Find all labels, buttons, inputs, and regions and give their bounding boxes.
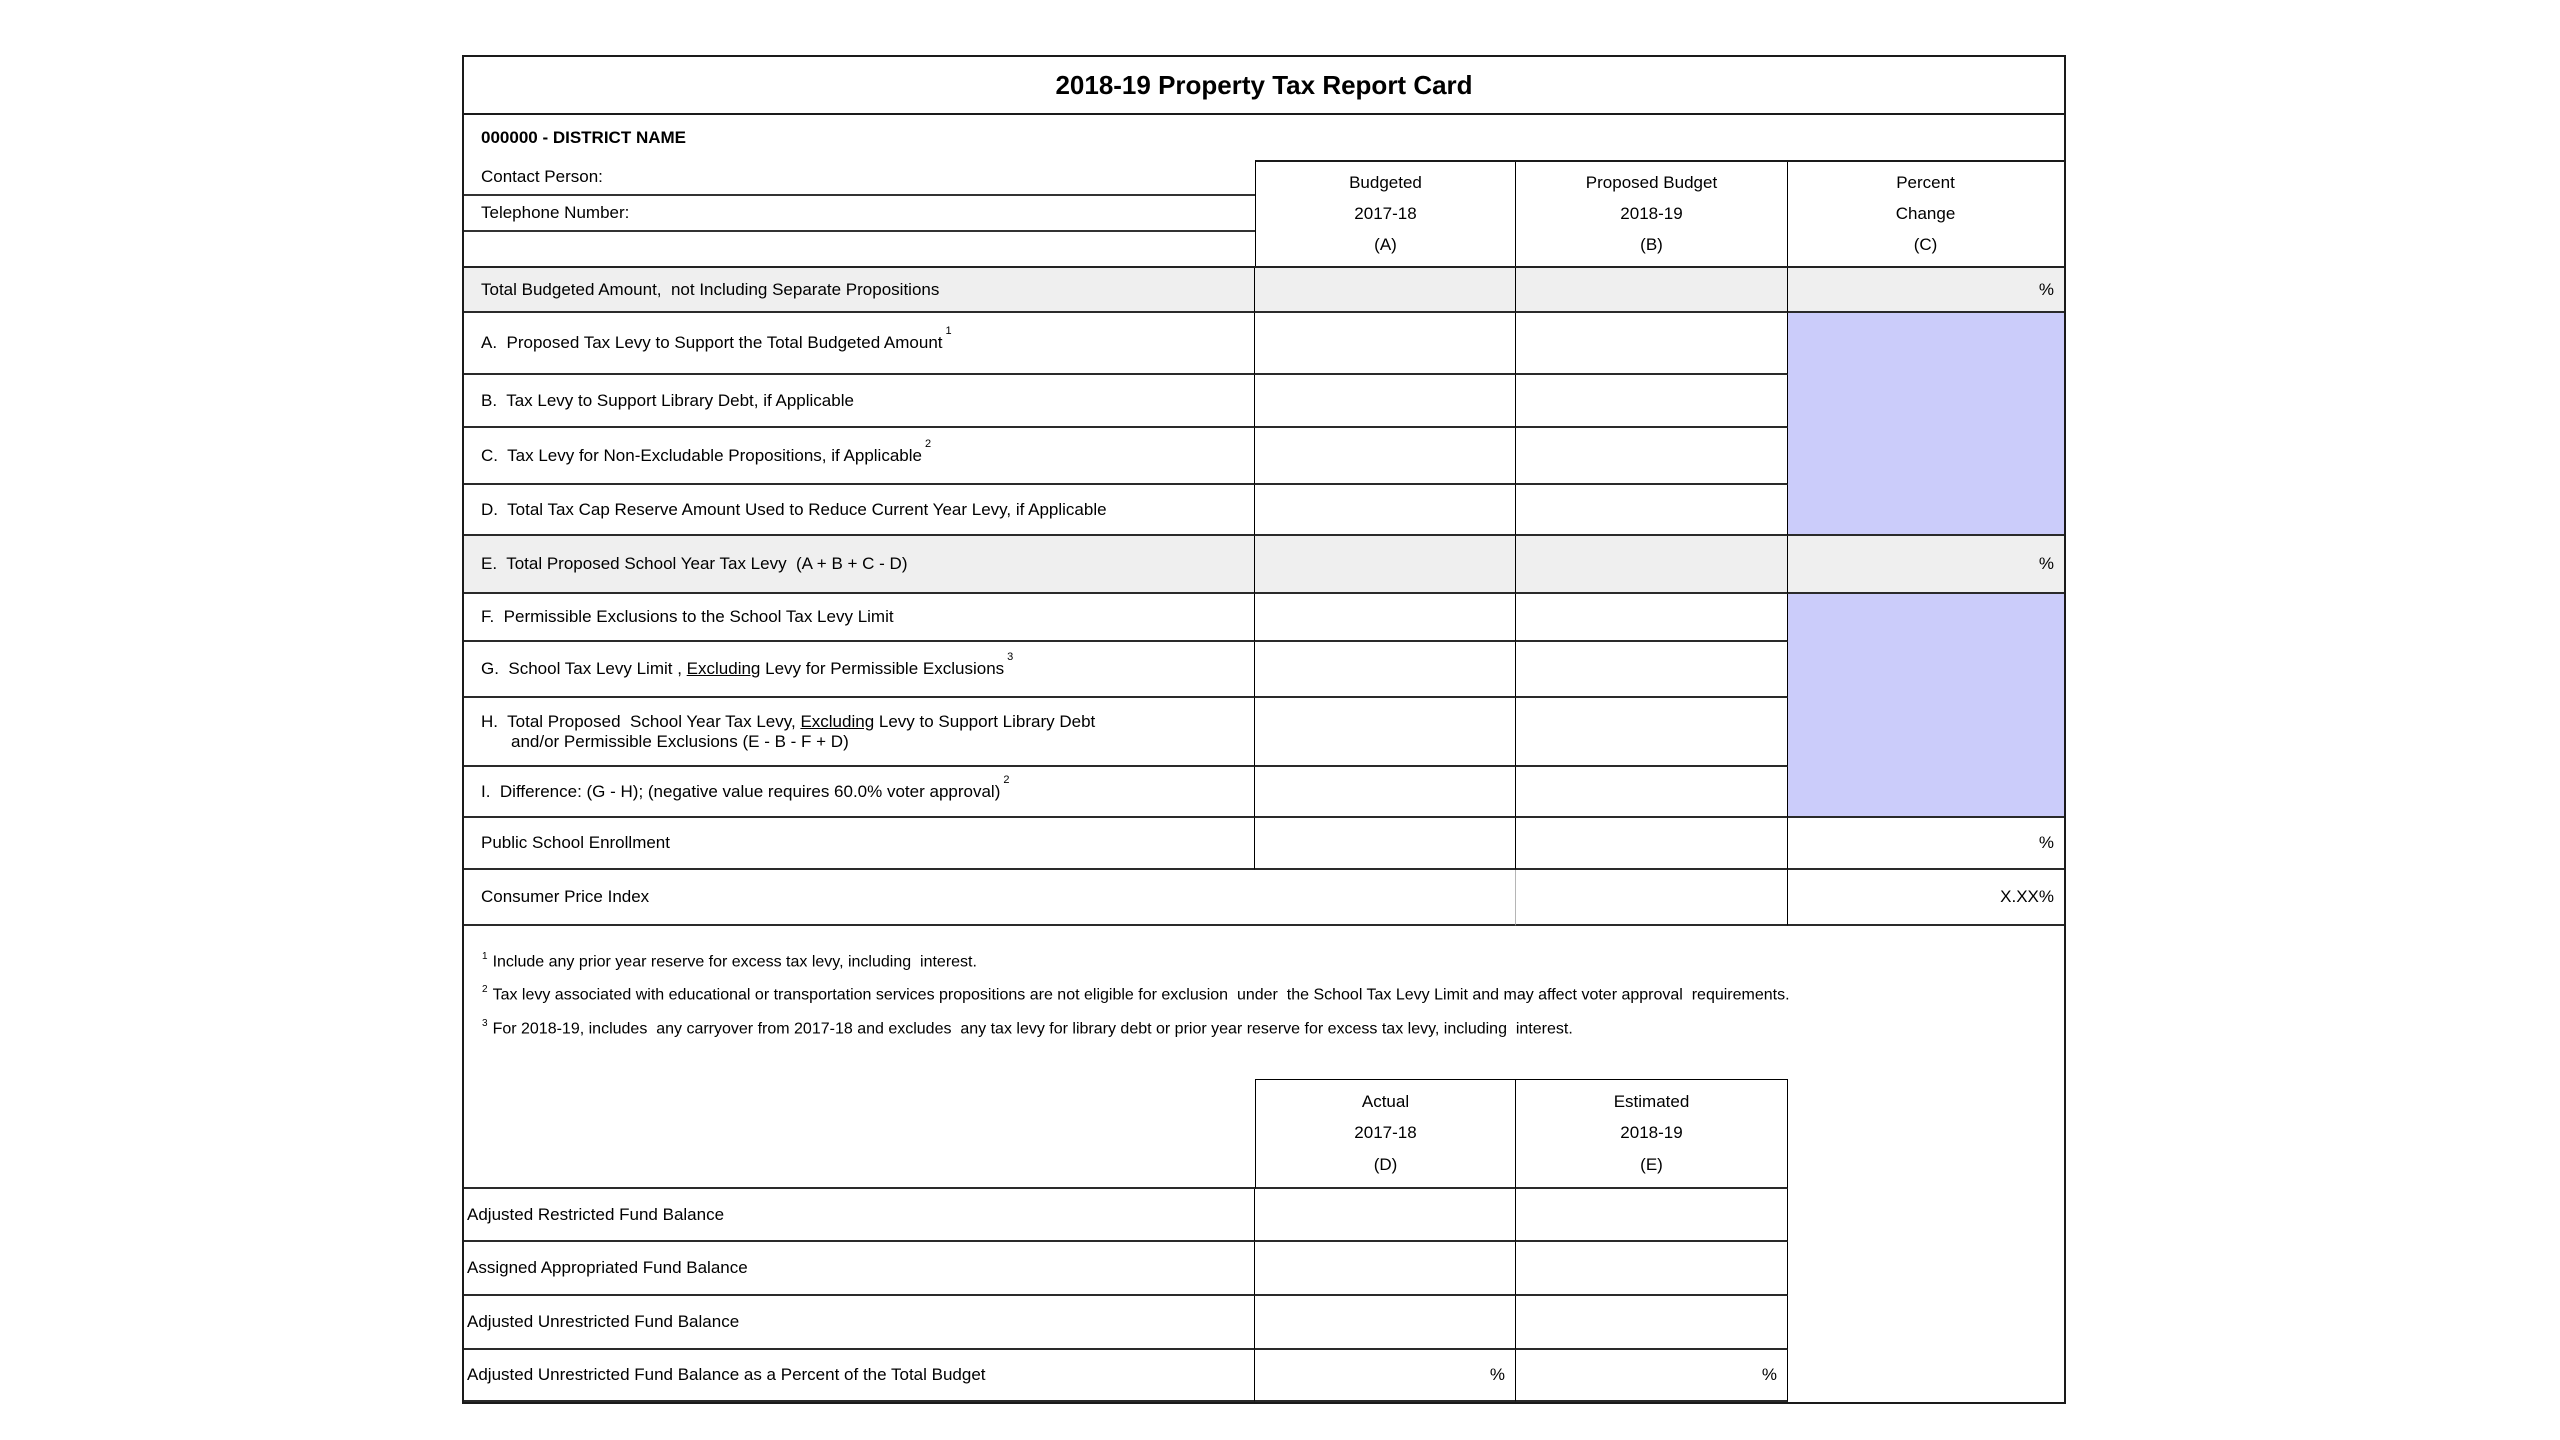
cell-cpi-percent: X.XX%: [1788, 870, 2064, 926]
footnote-3: $^3$ For 2018-19, includes any carryover from 2017-18 and excludes any tax levy for library debt or prior year reserve for excess tax levy, including interest.: [482, 1017, 1573, 1037]
column-header-budgeted: [1256, 162, 1516, 266]
cell-i-proposed[interactable]: [1516, 767, 1788, 818]
row-b-label: B. Tax Levy to Support Library Debt, if Applicable: [464, 375, 1255, 428]
row-adjusted-restricted-label: Adjusted Restricted Fund Balance: [464, 1189, 1255, 1242]
cell-h-proposed[interactable]: [1516, 698, 1788, 767]
col-d-year: 2017-18: [1354, 1123, 1417, 1143]
footnote-2-marker: 2: [482, 984, 488, 996]
cell-c-budgeted[interactable]: [1255, 428, 1516, 485]
cell-enrollment-budgeted[interactable]: [1255, 818, 1516, 870]
cell-d-proposed[interactable]: [1516, 485, 1788, 536]
footnote-1-marker: 1: [482, 951, 488, 962]
cell-b-proposed[interactable]: [1516, 375, 1788, 428]
cell-total-percent: %: [1788, 268, 2064, 313]
row-enrollment-label: Public School Enrollment: [464, 818, 1255, 870]
column-header-percent-change: [1788, 162, 2063, 266]
cell-total-proposed[interactable]: [1516, 268, 1788, 313]
cell-e-proposed[interactable]: [1516, 536, 1788, 594]
cell-assigned-appropriated-actual[interactable]: [1255, 1242, 1516, 1296]
col-b-letter: (B): [1640, 234, 1663, 254]
cell-adjusted-unrestricted-estimated[interactable]: [1516, 1296, 1788, 1350]
footnotes: [464, 926, 2064, 1079]
form-header: [464, 115, 2064, 268]
col-a-year: 2017-18: [1354, 203, 1417, 223]
row-g-label: G. School Tax Levy Limit , Excluding Levy for Permissible Exclusions$^3$: [464, 642, 1255, 698]
cell-adjusted-unrestricted-actual[interactable]: [1255, 1296, 1516, 1350]
cell-cpi-proposed[interactable]: [1516, 870, 1788, 926]
col-e-year: 2018-19: [1620, 1123, 1683, 1143]
col-c-title: Percent: [1896, 173, 1955, 193]
cell-enrollment-percent: %: [1788, 818, 2064, 870]
row-c-label: C. Tax Levy for Non-Excludable Propositions, if Applicable$^2$: [464, 428, 1255, 485]
col-a-letter: (A): [1374, 234, 1397, 254]
row-d-label: D. Total Tax Cap Reserve Amount Used to Reduce Current Year Levy, if Applicable: [464, 485, 1255, 536]
cell-h-budgeted[interactable]: [1255, 698, 1516, 767]
cell-assigned-appropriated-estimated[interactable]: [1516, 1242, 1788, 1296]
row-assigned-appropriated-label: Assigned Appropriated Fund Balance: [464, 1242, 1255, 1296]
cell-unrestricted-percent-estimated: %: [1516, 1350, 1788, 1402]
cell-i-budgeted[interactable]: [1255, 767, 1516, 818]
cell-a-proposed[interactable]: [1516, 313, 1788, 375]
cell-f-proposed[interactable]: [1516, 594, 1788, 642]
telephone-number-label: Telephone Number:: [481, 203, 630, 222]
report-card-form: [462, 55, 2066, 1404]
cell-adjusted-restricted-estimated[interactable]: [1516, 1189, 1788, 1242]
cell-unrestricted-percent-actual: %: [1255, 1350, 1516, 1402]
merged-percent-cell-a-d: [1788, 313, 2064, 536]
cell-e-budgeted[interactable]: [1255, 536, 1516, 594]
col-c-year: Change: [1895, 203, 1956, 223]
cell-e-percent: %: [1788, 536, 2064, 594]
district-name: 000000 - DISTRICT NAME: [481, 127, 686, 147]
col-b-year: 2018-19: [1620, 203, 1683, 223]
form-header-left: [464, 115, 1255, 266]
cell-c-proposed[interactable]: [1516, 428, 1788, 485]
header-spacer: [464, 232, 1255, 266]
cell-total-budgeted[interactable]: [1255, 268, 1516, 313]
cell-g-budgeted[interactable]: [1255, 642, 1516, 698]
col-b-title: Proposed Budget: [1585, 173, 1718, 193]
column-header-proposed-budget: [1516, 162, 1788, 266]
cell-f-budgeted[interactable]: [1255, 594, 1516, 642]
cell-a-budgeted[interactable]: [1255, 313, 1516, 375]
telephone-number-row: [464, 196, 1255, 232]
cell-b-budgeted[interactable]: [1255, 375, 1516, 428]
row-cpi-label: Consumer Price Index: [464, 870, 1516, 926]
row-i-label: I. Difference: (G - H); (negative value requires 60.0% voter approval)$^2$: [464, 767, 1255, 818]
row-total-label: Total Budgeted Amount, not Including Separate Propositions: [464, 268, 1255, 313]
row-a-label: A. Proposed Tax Levy to Support the Total Budgeted Amount$^1$: [464, 313, 1255, 375]
column-header-actual: [1255, 1079, 1516, 1189]
contact-person-label: Contact Person:: [481, 167, 603, 186]
fund-header-spacer: [464, 1079, 1255, 1189]
row-h-label: H. Total Proposed School Year Tax Levy, Excluding Levy to Support Library Debt and/or Permissible Exclusions (E - B - F + D): [464, 698, 1255, 767]
cell-g-proposed[interactable]: [1516, 642, 1788, 698]
col-e-title: Estimated: [1613, 1091, 1690, 1111]
row-f-label: F. Permissible Exclusions to the School Tax Levy Limit: [464, 594, 1255, 642]
footnote-3-marker: 3: [482, 1017, 488, 1029]
row-adjusted-unrestricted-label: Adjusted Unrestricted Fund Balance: [464, 1296, 1255, 1350]
cell-enrollment-proposed[interactable]: [1516, 818, 1788, 870]
footnote-2: $^2$ Tax levy associated with educational or transportation services propositions are not eligible for exclusion under the School Tax Levy Limit and may affect voter approval requirements.: [482, 984, 1790, 1004]
fund-balance-table: [464, 1079, 2064, 1402]
footnote-1: $^1$ Include any prior year reserve for excess tax levy, including interest.: [482, 951, 977, 971]
col-d-letter: (D): [1373, 1155, 1398, 1175]
budget-column-headers: [1255, 160, 2064, 266]
merged-percent-cell-f-i: [1788, 594, 2064, 818]
page-title-text: 2018-19 Property Tax Report Card: [1055, 69, 1473, 100]
col-a-title: Budgeted: [1349, 173, 1422, 193]
cell-adjusted-restricted-actual[interactable]: [1255, 1189, 1516, 1242]
col-c-letter: (C): [1913, 234, 1938, 254]
col-e-letter: (E): [1640, 1155, 1663, 1175]
cell-d-budgeted[interactable]: [1255, 485, 1516, 536]
row-e-label: E. Total Proposed School Year Tax Levy (A + B + C - D): [464, 536, 1255, 594]
col-d-title: Actual: [1361, 1091, 1410, 1111]
budget-table: [464, 268, 2064, 926]
row-unrestricted-percent-label: Adjusted Unrestricted Fund Balance as a Percent of the Total Budget: [464, 1350, 1255, 1402]
page-title: [464, 57, 2064, 115]
contact-person-row: [464, 160, 1255, 196]
column-header-estimated: [1516, 1079, 1788, 1189]
